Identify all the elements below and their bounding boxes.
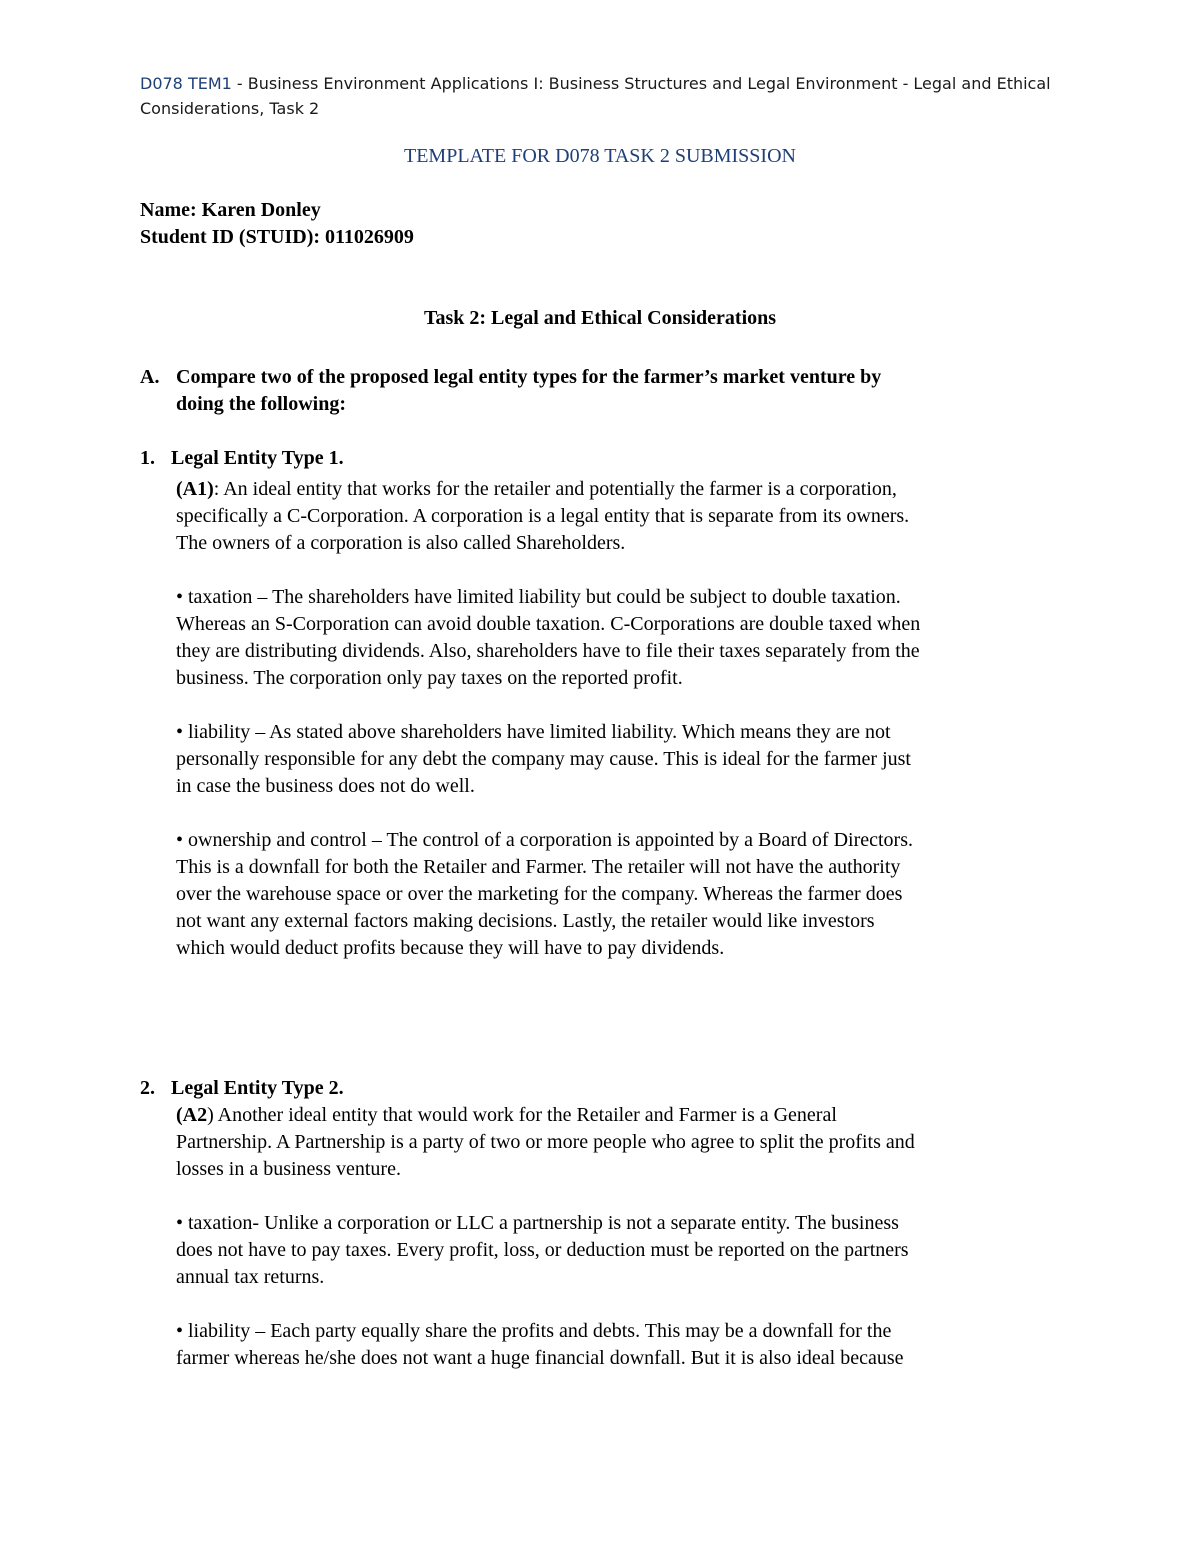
- paragraph-line: business. The corporation only pay taxes on the reported profit.: [176, 667, 683, 689]
- entity2-liability: [176, 1318, 1076, 1372]
- paragraph-line: This is a downfall for both the Retailer and Farmer. The retailer will not have the authority: [176, 856, 901, 878]
- paragraph-line: losses in a business venture.: [176, 1158, 401, 1180]
- course-code: D078 TEM1: [140, 74, 232, 93]
- paragraph-line: • ownership and control – The control of a corporation is appointed by a Board of Directors.: [176, 829, 913, 851]
- section-a-question: [176, 364, 1056, 418]
- header-line-1: [140, 71, 1080, 96]
- header-course-title: - Business Environment Applications I: Business Structures and Legal Environment - Legal and Ethical: [231, 74, 1051, 93]
- student-name: Name: Karen Donley: [140, 199, 321, 221]
- question-line: doing the following:: [176, 393, 347, 415]
- entity1-taxation: [176, 584, 1076, 692]
- student-id: Student ID (STUID): 011026909: [140, 226, 414, 248]
- paragraph-line: Partnership. A Partnership is a party of two or more people who agree to split the profits and: [176, 1131, 915, 1153]
- entity1-ownership: [176, 827, 1076, 962]
- paragraph-line: annual tax returns.: [176, 1266, 325, 1288]
- task-heading: Task 2: Legal and Ethical Considerations: [423, 307, 777, 329]
- paragraph-line: • liability – Each party equally share the profits and debts. This may be a downfall for the: [176, 1320, 892, 1342]
- document-title: TEMPLATE FOR D078 TASK 2 SUBMISSION: [404, 145, 796, 167]
- paragraph-line: which would deduct profits because they will have to pay dividends.: [176, 937, 725, 959]
- paragraph-line: in case the business does not do well.: [176, 775, 475, 797]
- entity2-intro: [176, 1102, 1076, 1183]
- paragraph-line: Whereas an S-Corporation can avoid double taxation. C-Corporations are double taxed when: [176, 613, 921, 635]
- paragraph-line: (A2) Another ideal entity that would work for the Retailer and Farmer is a General: [176, 1104, 837, 1126]
- paragraph-line: specifically a C-Corporation. A corporation is a legal entity that is separate from its owners.: [176, 505, 910, 527]
- page-header: [140, 71, 1080, 121]
- entity2-number: 2.: [140, 1077, 155, 1099]
- paragraph-line: does not have to pay taxes. Every profit, loss, or deduction must be reported on the partners: [176, 1239, 909, 1261]
- paragraph-line: • taxation – The shareholders have limited liability but could be subject to double taxation.: [176, 586, 901, 608]
- header-line-2: Considerations, Task 2: [140, 99, 320, 118]
- paragraph-line: farmer whereas he/she does not want a huge financial downfall. But it is also ideal because: [176, 1347, 904, 1369]
- entity1-number: 1.: [140, 447, 155, 469]
- question-line: Compare two of the proposed legal entity types for the farmer’s market venture by: [176, 366, 882, 388]
- section-a-label: A.: [140, 366, 160, 388]
- paragraph-line: personally responsible for any debt the company may cause. This is ideal for the farmer just: [176, 748, 911, 770]
- entity2-intro-tag: (A2: [176, 1104, 208, 1126]
- paragraph-line: • taxation- Unlike a corporation or LLC a partnership is not a separate entity. The business: [176, 1212, 899, 1234]
- entity2-title: Legal Entity Type 2.: [171, 1077, 344, 1099]
- entity1-liability: [176, 719, 1076, 800]
- paragraph-line: they are distributing dividends. Also, shareholders have to file their taxes separately from the: [176, 640, 920, 662]
- paragraph-line: The owners of a corporation is also called Shareholders.: [176, 532, 626, 554]
- entity2-taxation: [176, 1210, 1076, 1291]
- paragraph-line: (A1): An ideal entity that works for the retailer and potentially the farmer is a corporation,: [176, 478, 897, 500]
- paragraph-line: over the warehouse space or over the marketing for the company. Whereas the farmer does: [176, 883, 903, 905]
- paragraph-line: not want any external factors making decisions. Lastly, the retailer would like investors: [176, 910, 875, 932]
- entity1-intro-tag: (A1): [176, 478, 214, 500]
- entity1-title: Legal Entity Type 1.: [171, 447, 344, 469]
- paragraph-line: • liability – As stated above shareholders have limited liability. Which means they are not: [176, 721, 891, 743]
- entity1-intro: [176, 476, 1076, 557]
